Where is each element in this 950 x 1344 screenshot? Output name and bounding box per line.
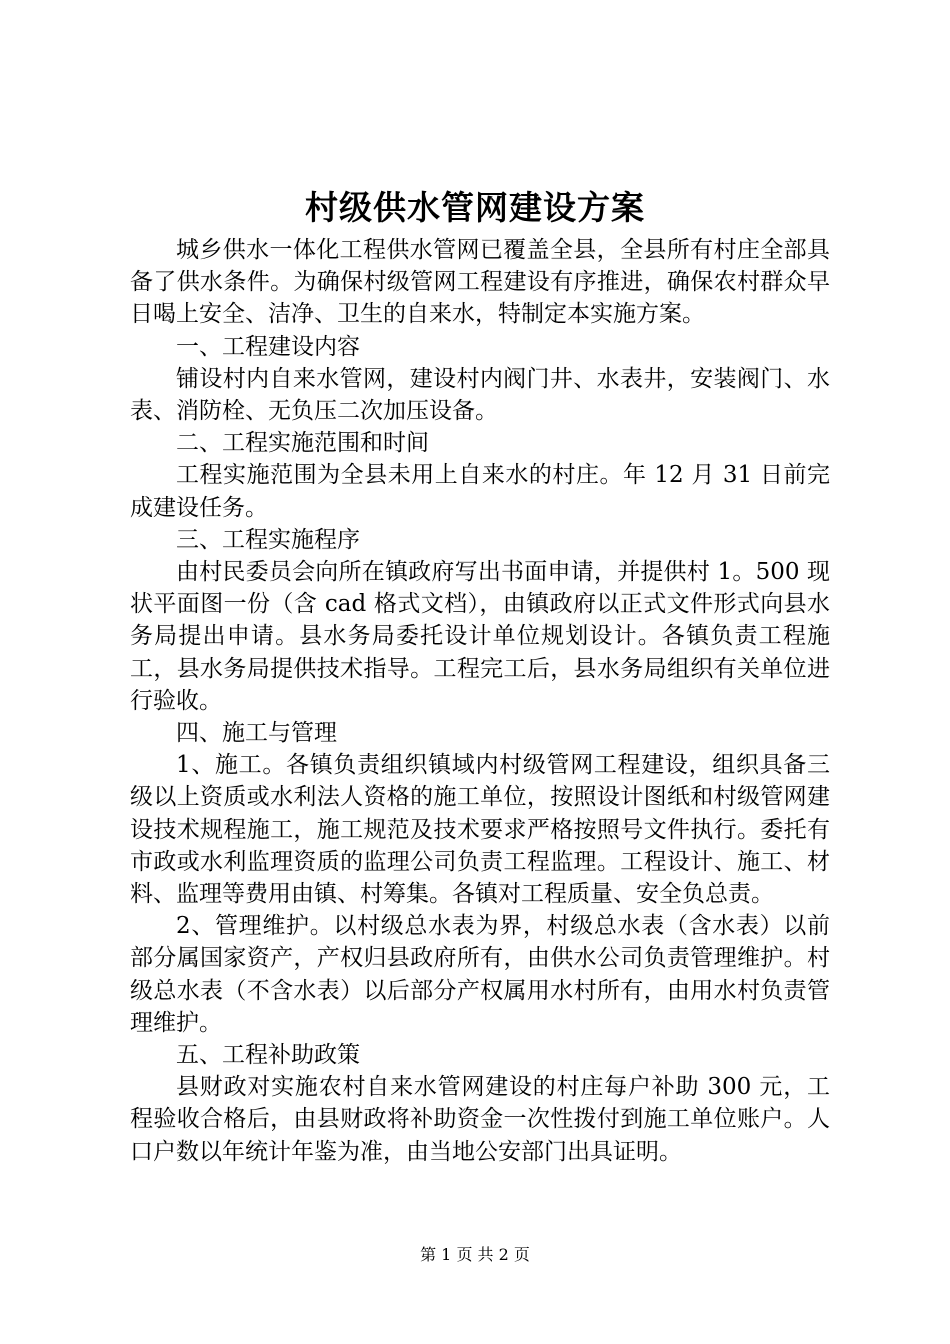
page-number-footer: 第 1 页 共 2 页 [420, 1245, 530, 1264]
section-4-maintenance-paragraph: 2、管理维护。以村级总水表为界，村级总水表（含水表）以前部分属国家资产，产权归县政府所有，由供水公司负责管理维护。村级总水表（不含水表）以后部分产权属用水村所有，由用水村负责管理维护。 [130, 913, 830, 1036]
section-heading-4: 四、施工与管理 [176, 720, 337, 747]
section-heading-5: 五、工程补助政策 [176, 1042, 360, 1069]
section-1-paragraph: 铺设村内自来水管网，建设村内阀门井、水表井，安装阀门、水表、消防栓、无负压二次加压设备。 [130, 365, 830, 425]
section-5-paragraph: 县财政对实施农村自来水管网建设的村庄每户补助 300 元，工程验收合格后，由县财政将补助资金一次性拨付到施工单位账户。人口户数以年统计年鉴为准，由当地公安部门出具证明。 [130, 1074, 830, 1165]
intro-paragraph: 城乡供水一体化工程供水管网已覆盖全县，全县所有村庄全部具备了供水条件。为确保村级管网工程建设有序推进，确保农村群众早日喝上安全、洁净、卫生的自来水，特制定本实施方案。 [130, 237, 830, 328]
section-4-construction-paragraph: 1、施工。各镇负责组织镇域内村级管网工程建设，组织具备三级以上资质或水利法人资格的施工单位，按照设计图纸和村级管网建设技术规程施工，施工规范及技术要求严格按照号文件执行。委托有市政或水利监理资质的监理公司负责工程监理。工程设计、施工、材料、监理等费用由镇、村筹集。各镇对工程质量、安全负总责。 [130, 752, 830, 908]
section-heading-1: 一、工程建设内容 [176, 333, 360, 360]
document-title: 村级供水管网建设方案 [305, 188, 645, 227]
section-heading-2: 二、工程实施范围和时间 [176, 430, 429, 457]
section-2-paragraph: 工程实施范围为全县未用上自来水的村庄。年 12 月 31 日前完成建设任务。 [130, 462, 830, 521]
document-body [130, 234, 830, 1168]
section-3-paragraph: 由村民委员会向所在镇政府写出书面申请，并提供村 1。500 现状平面图一份（含 cad 格式文档），由镇政府以正式文件形式向县水务局提出申请。县水务局委托设计单位规划设计。各镇负责工程施工，县水务局提供技术指导。工程完工后，县水务局组织有关单位进行验收。 [130, 559, 830, 714]
section-heading-3: 三、工程实施程序 [176, 526, 360, 553]
